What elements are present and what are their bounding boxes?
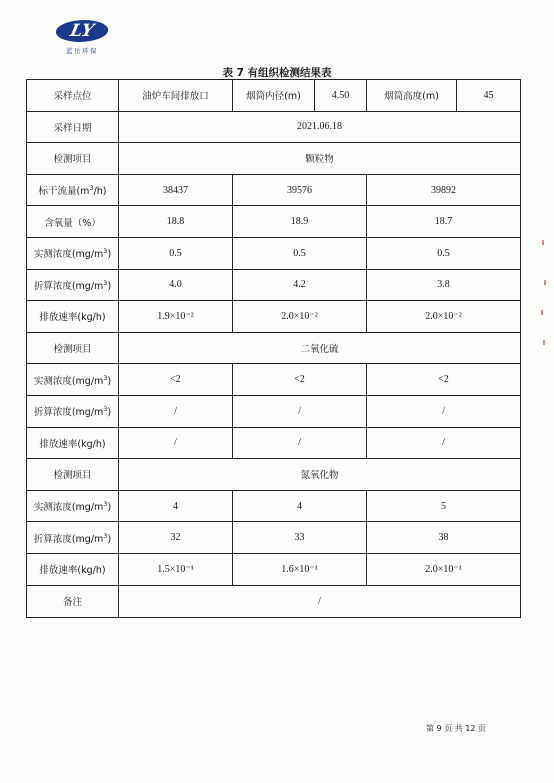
company-name: 蓝岳环保 <box>66 47 98 55</box>
diameter-value: 4.50 <box>315 80 367 112</box>
page-number: 第 9 页 共 12 页 <box>426 724 486 733</box>
table-row <box>27 237 521 269</box>
table-row <box>27 80 521 112</box>
table-row <box>27 174 521 206</box>
row-label: 标干流量$(m^3/h)$ <box>27 174 119 206</box>
stamp-marks <box>540 240 548 360</box>
row-label: 排放速率(kg/h) <box>27 427 119 459</box>
cell-value: <2 <box>367 364 521 396</box>
cell-value: 39892 <box>367 174 521 206</box>
cell-value: 38437 <box>119 174 233 206</box>
cell-value: / <box>233 395 367 427</box>
cell-value: 18.8 <box>119 206 233 238</box>
cell-value: <2 <box>119 364 233 396</box>
remark-value: / <box>119 585 521 618</box>
test-item-value: 氮氧化物 <box>119 459 521 491</box>
cell-value: / <box>233 427 367 459</box>
cell-value: 4 <box>233 490 367 522</box>
cell-value: 5 <box>367 490 521 522</box>
cell-value: 0.5 <box>233 237 367 269</box>
row-label: 含氧量（%） <box>27 206 119 238</box>
row-label: 实测浓度$(mg/m^3)$ <box>27 237 119 269</box>
row-label: 折算浓度$(mg/m^3)$ <box>27 395 119 427</box>
height-label: 烟筒高度(m) <box>367 80 457 112</box>
cell-value: 2.0×10⁻² <box>233 301 367 333</box>
table-row <box>27 206 521 238</box>
cell-value: 33 <box>233 522 367 554</box>
row-label: 折算浓度$(mg/m^3)$ <box>27 269 119 301</box>
cell-value: 4.0 <box>119 269 233 301</box>
table-title: 表 7 有组织检测结果表 <box>222 67 332 79</box>
cell-value: 4 <box>119 490 233 522</box>
row-label: 实测浓度$(mg/m^3)$ <box>27 364 119 396</box>
cell-value: 3.8 <box>367 269 521 301</box>
table-row <box>27 111 521 143</box>
table-row <box>27 522 521 554</box>
cell-value: 18.7 <box>367 206 521 238</box>
table-row <box>27 459 521 491</box>
test-item-label: 检测项目 <box>27 459 119 491</box>
test-item-label: 检测项目 <box>27 332 119 364</box>
cell-value: / <box>367 427 521 459</box>
table-row <box>27 301 521 333</box>
cell-value: / <box>119 427 233 459</box>
row-label: 折算浓度$(mg/m^3)$ <box>27 522 119 554</box>
logo-mark: LY <box>54 20 111 42</box>
row-label: 排放速率(kg/h) <box>27 301 119 333</box>
sampling-date-label: 采样日期 <box>27 111 119 143</box>
cell-value: 1.6×10⁻¹ <box>233 553 367 585</box>
test-item-value: 颗粒物 <box>119 143 521 175</box>
cell-value: 1.5×10⁻¹ <box>119 553 233 585</box>
cell-value: 2.0×10⁻² <box>367 301 521 333</box>
cell-value: 32 <box>119 522 233 554</box>
cell-value: 38 <box>367 522 521 554</box>
diameter-label: 烟筒内径(m) <box>233 80 315 112</box>
row-label: 排放速率(kg/h) <box>27 553 119 585</box>
table-row <box>27 585 521 618</box>
cell-value: <2 <box>233 364 367 396</box>
cell-value: 18.9 <box>233 206 367 238</box>
cell-value: / <box>119 395 233 427</box>
cell-value: 39576 <box>233 174 367 206</box>
cell-value: 0.5 <box>119 237 233 269</box>
table-row <box>27 364 521 396</box>
sampling-date-value: 2021.06.18 <box>119 111 521 143</box>
table-row <box>27 332 521 364</box>
test-item-label: 检测项目 <box>27 143 119 175</box>
height-value: 45 <box>457 80 521 112</box>
test-item-value: 二氧化硫 <box>119 332 521 364</box>
table-row <box>27 269 521 301</box>
results-table <box>26 79 521 618</box>
company-logo <box>54 20 110 62</box>
table-row <box>27 427 521 459</box>
table-row <box>27 490 521 522</box>
sampling-point-label: 采样点位 <box>27 80 119 112</box>
cell-value: 1.9×10⁻² <box>119 301 233 333</box>
row-label: 实测浓度$(mg/m^3)$ <box>27 490 119 522</box>
table-row <box>27 395 521 427</box>
cell-value: 4.2 <box>233 269 367 301</box>
remark-label: 备注 <box>27 585 119 618</box>
cell-value: 0.5 <box>367 237 521 269</box>
cell-value: / <box>367 395 521 427</box>
sampling-point-value: 油炉车间排放口 <box>119 80 233 112</box>
table-row <box>27 553 521 585</box>
cell-value: 2.0×10⁻¹ <box>367 553 521 585</box>
table-row <box>27 143 521 175</box>
